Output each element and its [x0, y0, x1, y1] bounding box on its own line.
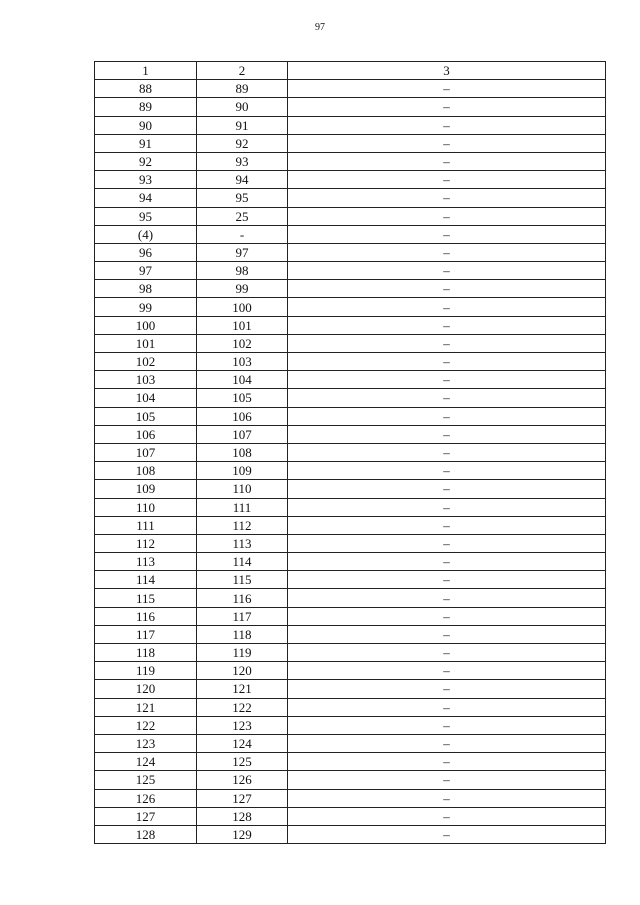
- table-cell: 118: [95, 644, 197, 662]
- table-cell: 113: [197, 534, 288, 552]
- table-row: [95, 316, 606, 334]
- table-cell: 108: [197, 443, 288, 461]
- table-cell: 93: [95, 171, 197, 189]
- table-row: [95, 571, 606, 589]
- table-cell: –: [288, 625, 606, 643]
- table-cell: –: [288, 389, 606, 407]
- table-cell: 122: [95, 716, 197, 734]
- table-cell: 124: [95, 753, 197, 771]
- table-cell: 97: [197, 243, 288, 261]
- table-row: [95, 98, 606, 116]
- table-cell: –: [288, 152, 606, 170]
- table-cell: 115: [95, 589, 197, 607]
- table-cell: 114: [197, 553, 288, 571]
- table-cell: –: [288, 407, 606, 425]
- column-header: 3: [288, 62, 606, 80]
- table-cell: 96: [95, 243, 197, 261]
- table-row: [95, 80, 606, 98]
- table-row: [95, 644, 606, 662]
- table-cell: 127: [95, 807, 197, 825]
- table-row: [95, 716, 606, 734]
- table-cell: 120: [197, 662, 288, 680]
- table-cell: 91: [95, 134, 197, 152]
- table-cell: 116: [95, 607, 197, 625]
- table-cell: –: [288, 316, 606, 334]
- table-cell: 101: [197, 316, 288, 334]
- table-row: [95, 516, 606, 534]
- table-row: [95, 443, 606, 461]
- table-row: [95, 734, 606, 752]
- table-row: [95, 152, 606, 170]
- table-cell: 109: [197, 462, 288, 480]
- table-cell: 120: [95, 680, 197, 698]
- table-cell: 107: [95, 443, 197, 461]
- table-body: [95, 80, 606, 844]
- table-cell: 89: [197, 80, 288, 98]
- table-cell: –: [288, 171, 606, 189]
- table-cell: 129: [197, 825, 288, 843]
- table-cell: 117: [197, 607, 288, 625]
- table-row: [95, 116, 606, 134]
- table-cell: 98: [197, 262, 288, 280]
- table-cell: 93: [197, 152, 288, 170]
- table-row: [95, 789, 606, 807]
- table-row: [95, 662, 606, 680]
- table-cell: 114: [95, 571, 197, 589]
- table-cell: 124: [197, 734, 288, 752]
- table-cell: 105: [95, 407, 197, 425]
- table-cell: –: [288, 189, 606, 207]
- table-cell: –: [288, 716, 606, 734]
- table-cell: 104: [95, 389, 197, 407]
- table-cell: –: [288, 116, 606, 134]
- table-row: [95, 189, 606, 207]
- table-cell: –: [288, 680, 606, 698]
- table-cell: –: [288, 134, 606, 152]
- table-cell: 111: [95, 516, 197, 534]
- table-row: [95, 698, 606, 716]
- table-cell: –: [288, 480, 606, 498]
- table-row: [95, 280, 606, 298]
- table-cell: 89: [95, 98, 197, 116]
- table-cell: –: [288, 98, 606, 116]
- page-number: 97: [315, 22, 325, 33]
- table-cell: 107: [197, 425, 288, 443]
- column-header: 1: [95, 62, 197, 80]
- table-cell: 100: [197, 298, 288, 316]
- table-row: [95, 262, 606, 280]
- table-cell: –: [288, 807, 606, 825]
- table-row: [95, 407, 606, 425]
- table-cell: 106: [197, 407, 288, 425]
- table-cell: 110: [95, 498, 197, 516]
- table-cell: –: [288, 425, 606, 443]
- table-row: [95, 298, 606, 316]
- table-cell: 103: [197, 353, 288, 371]
- table-cell: 99: [95, 298, 197, 316]
- table-cell: 116: [197, 589, 288, 607]
- table-cell: 91: [197, 116, 288, 134]
- table-cell: 88: [95, 80, 197, 98]
- table-row: [95, 371, 606, 389]
- table-cell: (4): [95, 225, 197, 243]
- table-cell: 125: [95, 771, 197, 789]
- table-cell: –: [288, 571, 606, 589]
- table-cell: 90: [95, 116, 197, 134]
- table-row: [95, 807, 606, 825]
- table-cell: –: [288, 207, 606, 225]
- table-cell: 112: [95, 534, 197, 552]
- table-cell: –: [288, 353, 606, 371]
- table-cell: –: [288, 789, 606, 807]
- table-cell: –: [288, 589, 606, 607]
- table-cell: –: [288, 280, 606, 298]
- table-cell: –: [288, 698, 606, 716]
- table-cell: –: [288, 462, 606, 480]
- table-cell: –: [288, 298, 606, 316]
- table-cell: 95: [95, 207, 197, 225]
- table-cell: 109: [95, 480, 197, 498]
- table-cell: 110: [197, 480, 288, 498]
- table-cell: –: [288, 262, 606, 280]
- table-cell: 115: [197, 571, 288, 589]
- table-cell: 111: [197, 498, 288, 516]
- table-cell: –: [288, 80, 606, 98]
- correspondence-table: [94, 61, 606, 844]
- table-row: [95, 389, 606, 407]
- table-header-row: [95, 62, 606, 80]
- table-row: [95, 534, 606, 552]
- table-cell: 128: [95, 825, 197, 843]
- table-cell: 128: [197, 807, 288, 825]
- table-cell: 126: [197, 771, 288, 789]
- table-row: [95, 553, 606, 571]
- table-cell: 117: [95, 625, 197, 643]
- table-cell: 123: [197, 716, 288, 734]
- table-cell: 102: [197, 334, 288, 352]
- table-cell: 102: [95, 353, 197, 371]
- table-row: [95, 607, 606, 625]
- table-cell: –: [288, 734, 606, 752]
- table-cell: 97: [95, 262, 197, 280]
- table-row: [95, 771, 606, 789]
- table-cell: –: [288, 334, 606, 352]
- table-row: [95, 207, 606, 225]
- table-cell: 126: [95, 789, 197, 807]
- table-row: [95, 225, 606, 243]
- table-cell: –: [288, 607, 606, 625]
- table-cell: -: [197, 225, 288, 243]
- table-cell: 121: [197, 680, 288, 698]
- table-cell: 118: [197, 625, 288, 643]
- table-cell: 104: [197, 371, 288, 389]
- table-row: [95, 334, 606, 352]
- table-cell: 123: [95, 734, 197, 752]
- table-cell: 25: [197, 207, 288, 225]
- table-row: [95, 625, 606, 643]
- table-cell: 100: [95, 316, 197, 334]
- table-cell: 103: [95, 371, 197, 389]
- table-cell: 94: [95, 189, 197, 207]
- table-cell: 106: [95, 425, 197, 443]
- table-cell: 127: [197, 789, 288, 807]
- column-header: 2: [197, 62, 288, 80]
- table-cell: 122: [197, 698, 288, 716]
- table-row: [95, 589, 606, 607]
- table-cell: –: [288, 516, 606, 534]
- table-cell: –: [288, 371, 606, 389]
- table-cell: 92: [197, 134, 288, 152]
- table-cell: 125: [197, 753, 288, 771]
- table-cell: –: [288, 225, 606, 243]
- table-cell: 113: [95, 553, 197, 571]
- table-cell: 98: [95, 280, 197, 298]
- table-cell: 95: [197, 189, 288, 207]
- table-row: [95, 753, 606, 771]
- table-cell: –: [288, 753, 606, 771]
- table-cell: –: [288, 662, 606, 680]
- table-cell: –: [288, 553, 606, 571]
- table-row: [95, 498, 606, 516]
- table-cell: –: [288, 825, 606, 843]
- table-cell: 101: [95, 334, 197, 352]
- table-row: [95, 171, 606, 189]
- table-cell: –: [288, 443, 606, 461]
- table-row: [95, 425, 606, 443]
- table-row: [95, 825, 606, 843]
- table-cell: 112: [197, 516, 288, 534]
- table-cell: 119: [95, 662, 197, 680]
- table-cell: –: [288, 498, 606, 516]
- table-cell: 105: [197, 389, 288, 407]
- table-cell: –: [288, 243, 606, 261]
- table-cell: 94: [197, 171, 288, 189]
- table-row: [95, 480, 606, 498]
- table-row: [95, 462, 606, 480]
- table-cell: 90: [197, 98, 288, 116]
- table-cell: –: [288, 644, 606, 662]
- table-row: [95, 134, 606, 152]
- table-cell: 121: [95, 698, 197, 716]
- table-row: [95, 680, 606, 698]
- table-cell: –: [288, 771, 606, 789]
- table-cell: 108: [95, 462, 197, 480]
- table-row: [95, 243, 606, 261]
- table-cell: 99: [197, 280, 288, 298]
- table-cell: 119: [197, 644, 288, 662]
- table-row: [95, 353, 606, 371]
- table-cell: 92: [95, 152, 197, 170]
- table-cell: –: [288, 534, 606, 552]
